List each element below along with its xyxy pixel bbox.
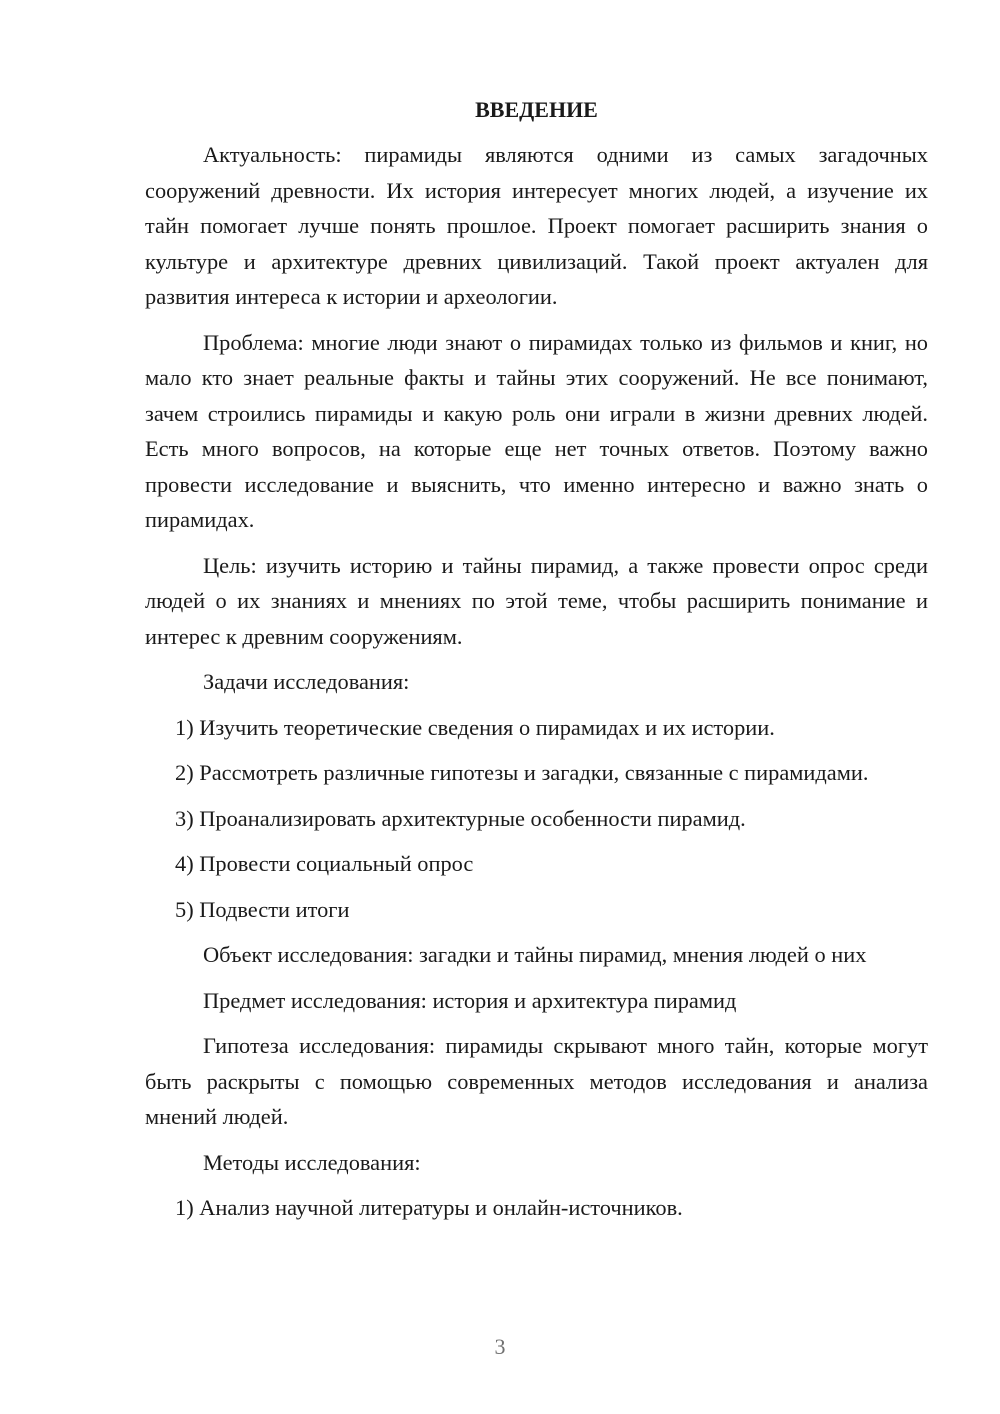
subject-paragraph: Предмет исследования: история и архитектура пирамид bbox=[203, 987, 737, 1013]
document-page bbox=[145, 94, 928, 1236]
task-item-4: 4) Провести социальный опрос bbox=[175, 851, 474, 876]
task-item-1: 1) Изучить теоретические сведения о пирамидах и их истории. bbox=[175, 714, 775, 740]
goal-paragraph: Цель: изучить историю и тайны пирамид, а также провести опрос среди людей о их знаниях и мнениях по этой теме, чтобы расширить понимание и интерес к древним сооружениям. bbox=[145, 552, 928, 649]
methods-heading: Методы исследования: bbox=[203, 1149, 421, 1175]
object-paragraph: Объект исследования: загадки и тайны пирамид, мнения людей о них bbox=[203, 942, 867, 967]
relevance-paragraph: Актуальность: пирамиды являются одними из самых загадочных сооружений древности. Их история интересует многих людей, а изучение их тайн помогает лучше понять прошлое. Проект помогает расширить знания о культуре и архитектуре древних цивилизаций. Такой проект актуален для развития интереса к истории и археологии. bbox=[145, 142, 928, 309]
tasks-heading: Задачи исследования: bbox=[203, 669, 410, 694]
method-item-1: 1) Анализ научной литературы и онлайн-источников. bbox=[175, 1195, 683, 1220]
task-item-5: 5) Подвести итоги bbox=[175, 896, 350, 922]
page-number: 3 bbox=[494, 1334, 506, 1359]
section-heading: ВВЕДЕНИЕ bbox=[475, 97, 598, 122]
task-item-3: 3) Проанализировать архитектурные особенности пирамид. bbox=[175, 805, 746, 831]
problem-paragraph: Проблема: многие люди знают о пирамидах только из фильмов и книг, но мало кто знает реальные факты и тайны этих сооружений. Не все понимают, зачем строились пирамиды и какую роль они играли в жизни древних людей. Есть много вопросов, на которые еще нет точных ответов. Поэтому важно провести исследование и выяснить, что именно интересно и важно знать о пирамидах. bbox=[145, 329, 928, 532]
hypothesis-paragraph: Гипотеза исследования: пирамиды скрывают много тайн, которые могут быть раскрыты с помощью современных методов исследования и анализа мнений людей. bbox=[145, 1033, 928, 1129]
task-item-2: 2) Рассмотреть различные гипотезы и загадки, связанные с пирамидами. bbox=[175, 760, 869, 785]
